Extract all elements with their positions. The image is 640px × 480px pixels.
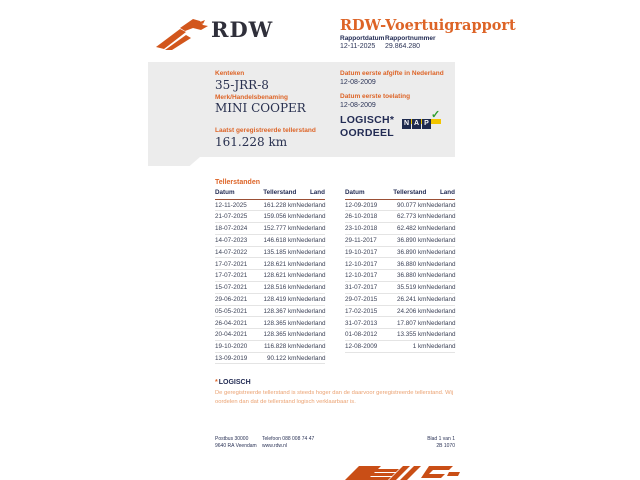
footnote-title-text: LOGISCH: [218, 379, 251, 386]
kenteken-label: Kenteken: [215, 70, 245, 77]
cell-datum: 26-10-2018: [345, 213, 378, 221]
report-number-label: Rapportnummer: [385, 35, 436, 42]
cell-tellerstand: 159.056 km: [263, 213, 297, 221]
cell-land: Nederland: [426, 237, 456, 245]
tellerstand-value: 161.228 km: [215, 135, 288, 149]
cell-land: Nederland: [296, 237, 326, 245]
report-date-value: 12-11-2025: [340, 43, 376, 50]
cell-land: Nederland: [296, 272, 326, 280]
col-header-tellerstand: Tellerstand: [393, 189, 427, 196]
table-row: [345, 282, 455, 294]
cell-datum: 17-07-2021: [215, 272, 248, 280]
cell-tellerstand: 135.185 km: [263, 248, 297, 256]
cell-land: Nederland: [296, 213, 326, 221]
table-row: [345, 270, 455, 282]
footer-contact: [262, 436, 314, 450]
cell-datum: 26-04-2021: [215, 319, 248, 327]
cell-datum: 18-07-2024: [215, 225, 248, 233]
footer-page-info: [395, 436, 455, 450]
table-row: [345, 247, 455, 259]
cell-land: Nederland: [296, 354, 326, 362]
table-row: [345, 258, 455, 270]
cell-datum: 31-07-2013: [345, 319, 378, 327]
report-number-value: 29.864.280: [385, 43, 421, 50]
cell-tellerstand: 116.828 km: [263, 343, 297, 351]
cell-land: Nederland: [426, 213, 456, 221]
cell-tellerstand: 161.228 km: [263, 201, 297, 209]
table-row: [345, 317, 455, 329]
odometer-table-left: [215, 188, 325, 364]
cell-land: Nederland: [296, 295, 326, 303]
table-row: [345, 341, 455, 353]
rdw-logo-bird-icon: [156, 16, 208, 50]
cell-land: Nederland: [296, 248, 326, 256]
cell-datum: 05-05-2021: [215, 307, 248, 315]
cell-datum: 19-10-2017: [345, 248, 378, 256]
cell-datum: 20-04-2021: [215, 331, 248, 339]
cell-datum: 19-10-2020: [215, 343, 248, 351]
cell-land: Nederland: [426, 260, 456, 268]
cell-datum: 29-11-2017: [345, 237, 377, 245]
cell-tellerstand: 36.880 km: [396, 272, 427, 280]
cell-land: Nederland: [426, 201, 456, 209]
cell-tellerstand: 128.419 km: [263, 295, 297, 303]
afgifte-value: 12-08-2009: [340, 79, 376, 86]
cell-land: Nederland: [296, 343, 326, 351]
nap-letter-a: A: [413, 120, 420, 127]
table-row: [215, 200, 325, 212]
cell-datum: 29-07-2015: [345, 295, 378, 303]
footer-form-code: 2B 1070: [436, 443, 455, 449]
table-row: [215, 353, 325, 365]
table-row: [215, 282, 325, 294]
tellerstand-label: Laatst geregistreerde tellerstand: [215, 127, 316, 134]
table-row: [215, 317, 325, 329]
cell-land: Nederland: [426, 307, 456, 315]
footer-page-number: Blad 1 van 1: [427, 436, 455, 442]
cell-tellerstand: 13.355 km: [396, 331, 427, 339]
cell-land: Nederland: [426, 248, 456, 256]
col-header-land: Land: [309, 189, 325, 196]
cell-tellerstand: 26.241 km: [396, 295, 427, 303]
cell-land: Nederland: [426, 284, 456, 292]
col-header-datum: Datum: [345, 189, 365, 196]
cell-tellerstand: 90.077 km: [396, 201, 427, 209]
table-row: [215, 270, 325, 282]
table-row: [215, 258, 325, 270]
cell-land: Nederland: [426, 225, 456, 233]
cell-datum: 15-07-2021: [215, 284, 248, 292]
oordeel-text: [340, 114, 394, 140]
cell-tellerstand: 128.621 km: [263, 260, 297, 268]
table-header-row: [345, 188, 455, 200]
cell-datum: 14-07-2022: [215, 248, 248, 256]
cell-datum: 12-10-2017: [345, 260, 378, 268]
table-header-row: [215, 188, 325, 200]
cell-tellerstand: 1 km: [412, 343, 427, 351]
nap-logo: [402, 109, 446, 128]
table-row: [345, 329, 455, 341]
cell-land: Nederland: [296, 225, 326, 233]
cell-tellerstand: 36.890 km: [396, 248, 427, 256]
cell-tellerstand: 128.621 km: [263, 272, 297, 280]
cell-datum: 21-07-2025: [215, 213, 248, 221]
table-row: [215, 223, 325, 235]
cell-tellerstand: 17.807 km: [396, 319, 427, 327]
table-row: [345, 306, 455, 318]
cell-datum: 13-09-2019: [215, 354, 248, 362]
cell-datum: 14-07-2023: [215, 237, 248, 245]
cell-tellerstand: 128.365 km: [263, 331, 297, 339]
col-header-land: Land: [439, 189, 455, 196]
footer-address: [215, 436, 257, 450]
cell-datum: 17-02-2015: [345, 307, 378, 315]
table-row: [345, 235, 455, 247]
table-row: [215, 329, 325, 341]
oordeel-line2: OORDEEL: [340, 127, 395, 139]
merk-label: Merk/Handelsbenaming: [215, 94, 288, 101]
col-header-datum: Datum: [215, 189, 235, 196]
summary-box-notch: [148, 157, 200, 166]
cell-tellerstand: 128.365 km: [263, 319, 297, 327]
cell-land: Nederland: [296, 284, 326, 292]
cell-land: Nederland: [296, 260, 326, 268]
cell-land: Nederland: [426, 272, 456, 280]
cell-land: Nederland: [426, 295, 456, 303]
cell-tellerstand: 62.773 km: [396, 213, 427, 221]
cell-land: Nederland: [296, 201, 326, 209]
footer-website: www.rdw.nl: [262, 443, 288, 449]
cell-datum: 17-07-2021: [215, 260, 248, 268]
cell-tellerstand: 128.367 km: [263, 307, 297, 315]
cell-tellerstand: 152.777 km: [263, 225, 297, 233]
cell-datum: 31-07-2017: [345, 284, 378, 292]
cell-datum: 12-10-2017: [345, 272, 378, 280]
cell-tellerstand: 90.122 km: [266, 354, 297, 362]
footer-phone: Telefoon 088 008 74 47: [262, 436, 315, 442]
report-date-label: Rapportdatum: [340, 35, 385, 42]
cell-datum: 23-10-2018: [345, 225, 378, 233]
cell-land: Nederland: [296, 331, 326, 339]
cell-land: Nederland: [426, 331, 456, 339]
toelating-value: 12-08-2009: [340, 102, 376, 109]
nap-letter-p: P: [422, 119, 431, 129]
cell-tellerstand: 146.618 km: [263, 237, 297, 245]
cell-tellerstand: 24.206 km: [396, 307, 427, 315]
cell-datum: 12-09-2019: [345, 201, 378, 209]
cell-tellerstand: 36.890 km: [396, 237, 427, 245]
cell-land: Nederland: [296, 307, 326, 315]
cell-datum: 01-08-2012: [345, 331, 378, 339]
cell-tellerstand: 35.519 km: [396, 284, 427, 292]
tables-title: Tellerstanden: [215, 179, 260, 186]
cell-land: Nederland: [426, 319, 456, 327]
cell-datum: 12-11-2025: [215, 201, 247, 209]
nap-letter-n: N: [403, 120, 410, 127]
table-row: [215, 247, 325, 259]
nap-checkmark-icon: ✓: [431, 109, 441, 121]
afgifte-label: Datum eerste afgifte in Nederland: [340, 70, 444, 77]
cell-land: Nederland: [296, 319, 326, 327]
table-row: [215, 341, 325, 353]
footnote-title: [215, 379, 251, 386]
toelating-label: Datum eerste toelating: [340, 93, 411, 100]
cell-datum: 29-06-2021: [215, 295, 248, 303]
table-row: [215, 235, 325, 247]
table-row: [215, 306, 325, 318]
cell-tellerstand: 62.482 km: [396, 225, 427, 233]
kenteken-value: 35-JRR-8: [215, 78, 269, 92]
rdw-wordmark: RDW: [211, 17, 274, 42]
cell-datum: 12-08-2009: [345, 343, 378, 351]
table-row: [215, 211, 325, 223]
table-row: [345, 200, 455, 212]
table-row: [345, 211, 455, 223]
table-row: [345, 294, 455, 306]
merk-value: MINI COOPER: [215, 101, 306, 115]
cell-land: Nederland: [426, 343, 456, 351]
table-row: [215, 294, 325, 306]
footnote-asterisk: *: [215, 379, 218, 386]
rdw-speed-stripes-icon: [345, 453, 460, 480]
footer-address-line1: Postbus 30000: [215, 436, 249, 442]
cell-tellerstand: 128.516 km: [263, 284, 297, 292]
table-row: [345, 223, 455, 235]
cell-tellerstand: 36.880 km: [396, 260, 427, 268]
footnote-text: De geregistreerde tellerstand is steeds hoger dan de daarvoor geregistreerde tellerstand. Wij oordelen dan dat de tellerstand logisch verklaarbaar is.: [215, 390, 454, 406]
oordeel-line1: LOGISCH*: [340, 114, 395, 126]
report-title: RDW-Voertuigrapport: [340, 17, 516, 34]
col-header-tellerstand: Tellerstand: [263, 189, 297, 196]
footer-address-line2: 9640 RA Veendam: [215, 443, 257, 449]
odometer-table-right: [345, 188, 455, 353]
